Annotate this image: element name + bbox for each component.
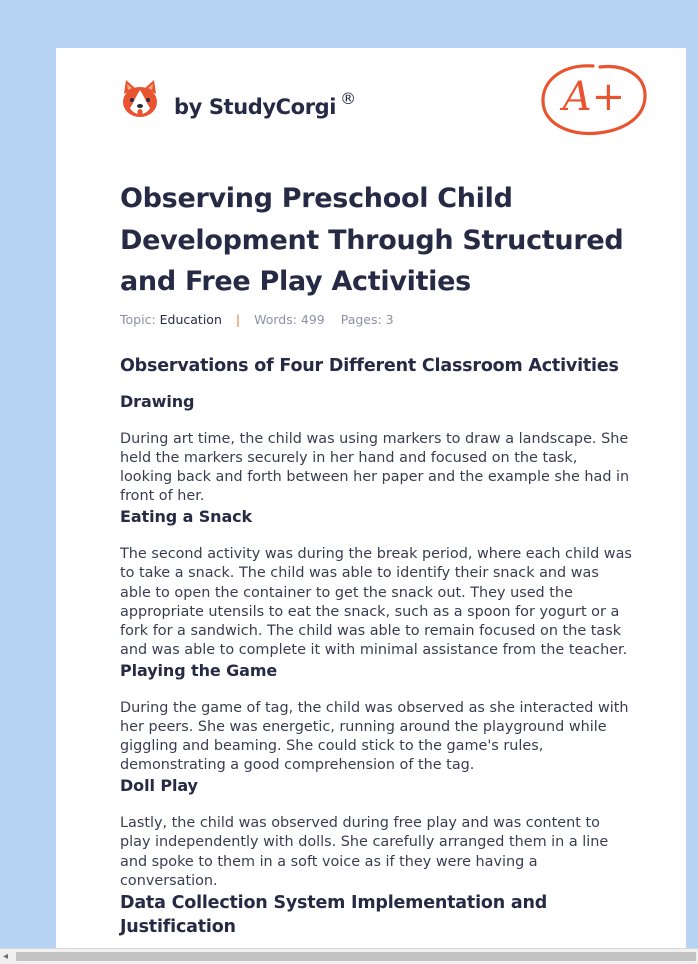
- document-page: [56, 48, 686, 950]
- svg-text:A+: A+: [562, 74, 626, 120]
- studycorgi-brand[interactable]: [120, 76, 356, 124]
- corgi-logo-icon: [120, 78, 160, 122]
- essay-meta: [120, 312, 394, 327]
- scrollbar-thumb[interactable]: [16, 952, 696, 961]
- a-plus-stamp-icon: [538, 58, 650, 140]
- topic-label: Topic:: [120, 312, 156, 327]
- subheading-eating-snack: Eating a Snack: [120, 507, 253, 527]
- paragraph: Lastly, the child was observed during free play and was content to play independently with dolls. She carefully arranged them in a line and spoke to them in a soft voice as if they were having a conversation.: [120, 815, 609, 889]
- subheading-doll-play: Doll Play: [120, 776, 198, 796]
- horizontal-scrollbar[interactable]: [0, 948, 698, 964]
- word-count: Words: 499: [254, 312, 325, 327]
- topic-link[interactable]: Education: [159, 312, 222, 327]
- brand-name: by StudyCorgi ®: [174, 89, 356, 119]
- paragraph: During art time, the child was using markers to draw a landscape. She held the markers securely in her hand and focused on the task, looking back and forth between her paper and the example she had in front of her.: [120, 431, 630, 505]
- scroll-left-arrow-icon[interactable]: ◂: [3, 951, 9, 962]
- essay-title: Observing Preschool Child Development Through Structured and Free Play Activities: [120, 183, 624, 297]
- section-heading: Observations of Four Different Classroom Activities: [120, 356, 619, 376]
- subheading-playing-game: Playing the Game: [120, 660, 278, 680]
- page-count: Pages: 3: [340, 312, 394, 327]
- paragraph: During the game of tag, the child was observed as she interacted with her peers. She was energetic, running around the playground while giggling and beaming. She could stick to the game's rules, demonstrating a good comprehension of the tag.: [120, 699, 629, 774]
- essay-body: [120, 354, 632, 939]
- grade-a-plus-badge: [538, 58, 650, 140]
- meta-separator: |: [235, 312, 241, 327]
- paragraph: The second activity was during the break period, where each child was to take a snack. The child was able to identify their snack and was able to open the container to get the snack out. They used the appropriate utensils to eat the snack, such as a spoon for yogurt or a fork for a sandwich. The child was able to remain focused on the task and was able to complete it with minimal assistance from the teacher.: [120, 546, 632, 658]
- section-heading: Data Collection System Implementation and Justification: [120, 892, 548, 937]
- subheading-drawing: Drawing: [120, 392, 195, 411]
